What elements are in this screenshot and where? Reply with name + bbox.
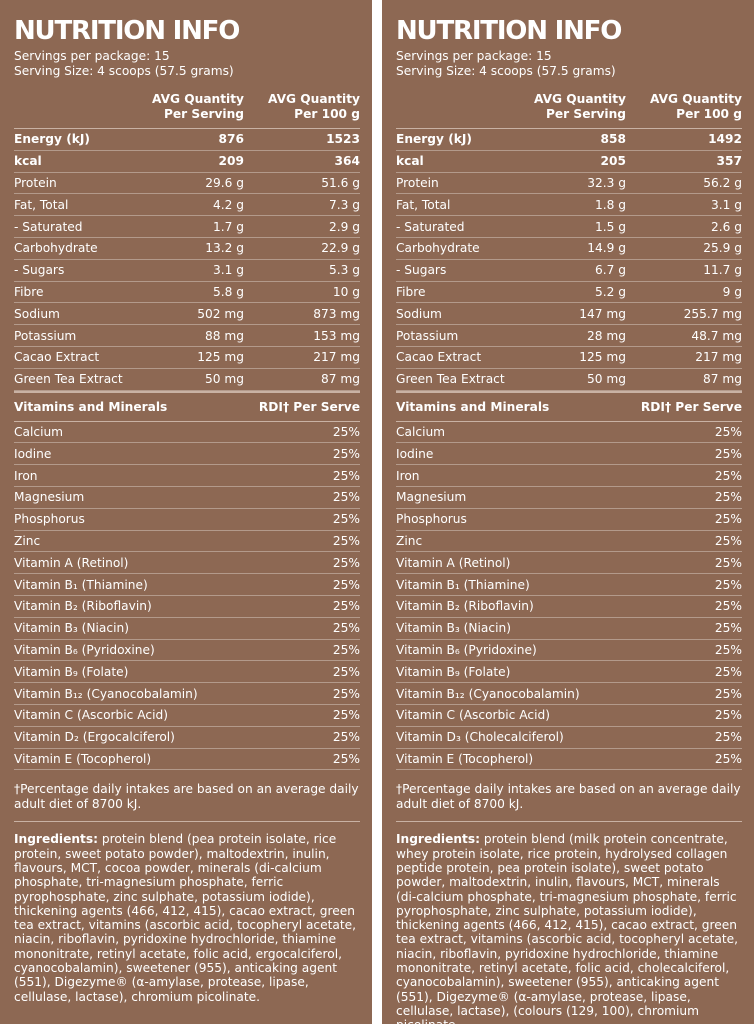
- vitamin-row: [396, 749, 742, 771]
- rdi-value: 25%: [332, 708, 360, 723]
- nutrient-name: - Sugars: [14, 263, 65, 278]
- vitamin-name: Vitamin E (Tocopherol): [396, 751, 534, 766]
- vitamin-row: [14, 531, 360, 553]
- rdi-value: 25%: [714, 424, 742, 439]
- panel-title: NUTRITION INFO: [396, 16, 622, 46]
- rdi-value: 25%: [714, 599, 742, 614]
- vitamin-name: Vitamin B₃ (Niacin): [396, 621, 511, 636]
- vitamin-name: Vitamin D₃ (Cholecalciferol): [396, 730, 564, 745]
- vitamin-name: Zinc: [396, 533, 423, 548]
- per-serving-value: 32.3 g: [587, 175, 626, 190]
- per-serving-value: 14.9 g: [587, 241, 626, 256]
- panel-title: NUTRITION INFO: [14, 16, 240, 46]
- ingredients: [396, 832, 742, 1032]
- per-100g-value: 2.6 g: [711, 219, 742, 234]
- nutrient-name: Energy (kJ): [396, 132, 472, 147]
- rdi-value: 25%: [332, 686, 360, 701]
- vitamins-header-label: Vitamins and Minerals: [14, 399, 168, 414]
- vitamin-name: Vitamin B₃ (Niacin): [14, 621, 129, 636]
- rdi-value: 25%: [714, 533, 742, 548]
- per-100g-value: 357: [716, 154, 742, 169]
- vitamin-row: [14, 465, 360, 487]
- nutrient-name: Green Tea Extract: [14, 372, 123, 387]
- nutrient-name: Carbohydrate: [14, 241, 98, 256]
- vitamin-name: Phosphorus: [396, 512, 467, 527]
- vitamin-row: [14, 661, 360, 683]
- nutrient-name: Cacao Extract: [396, 350, 482, 365]
- vitamin-name: Vitamin A (Retinol): [396, 555, 511, 570]
- ingredients-text: protein blend (pea protein isolate, rice protein, sweet potato powder), maltodextrin, inulin, flavours, MCT, cocoa powder, minerals (di-calcium phosphate, tri-magnesium phosphate, ferric pyrophosphate, zinc sulphate, potassium iodide), thickening agents (466, 412, 415), cacao extract, green tea extract, vitamins (ascorbic acid, tocopheryl acetate, niacin, riboflavin, pyridoxine hydrochloride, thiamine mononitrate, retinyl acetate, folic acid, ergocalciferol, cyanocobalamin), sweetener (955), anticaking agent (551), Digezyme® (α-amylase, protease, lipase, cellulase, lactase), chromium picolinate.: [14, 832, 357, 1004]
- per-100g-value: 217 mg: [695, 350, 742, 365]
- nutrient-row: [14, 369, 360, 391]
- nutrient-name: Protein: [396, 175, 439, 190]
- vitamin-name: Vitamin A (Retinol): [14, 555, 129, 570]
- per-serving-value: 50 mg: [587, 372, 626, 387]
- per-serving-value: 1.7 g: [213, 219, 244, 234]
- vitamins-header: [14, 391, 360, 422]
- vitamin-row: [14, 574, 360, 596]
- vitamin-row: [14, 596, 360, 618]
- nutrient-row: [14, 325, 360, 347]
- vitamin-name: Vitamin B₂ (Riboflavin): [14, 599, 152, 614]
- per-100g-value: 873 mg: [313, 306, 360, 321]
- per-100g-value: 217 mg: [313, 350, 360, 365]
- nutrient-row: [14, 151, 360, 173]
- per-100g-value: 10 g: [332, 284, 360, 299]
- per-serving-value: 6.7 g: [595, 263, 626, 278]
- vitamin-row: [396, 531, 742, 553]
- nutrient-rows: [396, 129, 742, 391]
- vitamins-header-label: Vitamins and Minerals: [396, 399, 550, 414]
- vitamin-row: [396, 487, 742, 509]
- vitamin-name: Phosphorus: [14, 512, 85, 527]
- vitamin-name: Vitamin C (Ascorbic Acid): [396, 708, 550, 723]
- vitamin-rows: [14, 422, 360, 771]
- rdi-value: 25%: [332, 424, 360, 439]
- nutrient-row: [396, 260, 742, 282]
- per-100g-header: AVG Quantity Per 100 g: [268, 92, 360, 121]
- ingredients-label: Ingredients:: [396, 832, 481, 847]
- ingredients-label: Ingredients:: [14, 832, 99, 847]
- vitamin-row: [14, 640, 360, 662]
- vitamin-row: [14, 422, 360, 444]
- vitamin-row: [14, 552, 360, 574]
- per-serving-value: 13.2 g: [205, 241, 244, 256]
- vitamin-row: [396, 705, 742, 727]
- per-100g-value: 25.9 g: [703, 241, 742, 256]
- vitamin-name: Vitamin B₁₂ (Cyanocobalamin): [396, 686, 580, 701]
- nutrient-name: kcal: [396, 154, 424, 169]
- vitamin-name: Vitamin B₁ (Thiamine): [14, 577, 148, 592]
- nutrient-row: [396, 216, 742, 238]
- per-serving-value: 5.8 g: [213, 284, 244, 299]
- vitamin-row: [396, 618, 742, 640]
- per-serving-value: 4.2 g: [213, 197, 244, 212]
- nutrient-name: Carbohydrate: [396, 241, 480, 256]
- vitamin-name: Vitamin B₆ (Pyridoxine): [396, 642, 537, 657]
- nutrient-row: [396, 194, 742, 216]
- nutrient-row: [396, 173, 742, 195]
- vitamin-row: [396, 661, 742, 683]
- ingredients: [14, 832, 360, 1004]
- nutrient-row: [14, 238, 360, 260]
- nutrient-name: - Saturated: [14, 219, 83, 234]
- nutrient-row: [396, 282, 742, 304]
- per-100g-value: 255.7 mg: [683, 306, 742, 321]
- nutrient-rows: [14, 129, 360, 391]
- table-header: [396, 92, 742, 129]
- rdi-value: 25%: [332, 577, 360, 592]
- per-serving-header: AVG Quantity Per Serving: [152, 92, 244, 121]
- vitamin-name: Calcium: [396, 424, 446, 439]
- vitamin-row: [396, 443, 742, 465]
- per-100g-value: 153 mg: [313, 328, 360, 343]
- vitamin-row: [396, 422, 742, 444]
- serving-size: Serving Size: 4 scoops (57.5 grams): [14, 64, 234, 78]
- rdi-value: 25%: [714, 555, 742, 570]
- serving-size: Serving Size: 4 scoops (57.5 grams): [396, 64, 616, 78]
- footnote: †Percentage daily intakes are based on an average daily adult diet of 8700 kJ.: [396, 782, 742, 822]
- vitamin-name: Zinc: [14, 533, 41, 548]
- per-serving-value: 858: [600, 132, 626, 147]
- vitamin-row: [396, 683, 742, 705]
- per-100g-value: 5.3 g: [329, 263, 360, 278]
- nutrient-row: [14, 129, 360, 151]
- vitamin-name: Vitamin C (Ascorbic Acid): [14, 708, 168, 723]
- vitamin-row: [396, 727, 742, 749]
- rdi-header-label: RDI† Per Serve: [258, 399, 360, 414]
- vitamin-row: [14, 749, 360, 771]
- vitamin-name: Vitamin B₂ (Riboflavin): [396, 599, 534, 614]
- per-100g-value: 11.7 g: [703, 263, 742, 278]
- rdi-value: 25%: [714, 664, 742, 679]
- vitamin-name: Magnesium: [14, 490, 85, 505]
- vitamin-row: [396, 465, 742, 487]
- rdi-value: 25%: [332, 664, 360, 679]
- per-serving-value: 50 mg: [205, 372, 244, 387]
- rdi-value: 25%: [332, 730, 360, 745]
- rdi-value: 25%: [714, 686, 742, 701]
- rdi-value: 25%: [332, 533, 360, 548]
- per-serving-value: 3.1 g: [213, 263, 244, 278]
- per-100g-value: 2.9 g: [329, 219, 360, 234]
- vitamin-name: Iodine: [14, 446, 52, 461]
- rdi-value: 25%: [714, 751, 742, 766]
- vitamin-rows: [396, 422, 742, 771]
- vitamin-name: Vitamin B₆ (Pyridoxine): [14, 642, 155, 657]
- ingredients-text: protein blend (milk protein concentrate, whey protein isolate, rice protein, hydrolysed collagen peptide protein, pea protein isolate), sweet potato powder, maltodextrin, inulin, flavours, MCT, minerals (di-calcium phosphate, tri-magnesium phosphate, ferric pyrophosphate, zinc sulphate, potassium iodide), thickening agents (466, 412, 415), cacao extract, green tea extract, vitamins (ascorbic acid, tocopheryl acetate, niacin, riboflavin, pyridoxine hydrochloride, thiamine mononitrate, retinyl acetate, folic acid, cholecalciferol, cyanocobalamin), sweetener (955), anticaking agent (551), Digezyme® (α-amylase, protease, lipase, cellulase, lactase), (colours (129, 100), chromium picolinate.: [396, 832, 739, 1032]
- nutrient-row: [14, 194, 360, 216]
- per-100g-value: 1523: [326, 132, 360, 147]
- rdi-value: 25%: [714, 708, 742, 723]
- nutrient-name: Cacao Extract: [14, 350, 100, 365]
- rdi-value: 25%: [714, 577, 742, 592]
- rdi-value: 25%: [714, 490, 742, 505]
- nutrient-row: [396, 129, 742, 151]
- nutrient-name: Sodium: [14, 306, 60, 321]
- per-serving-value: 1.5 g: [595, 219, 626, 234]
- vitamin-name: Vitamin B₁ (Thiamine): [396, 577, 530, 592]
- rdi-value: 25%: [332, 555, 360, 570]
- rdi-value: 25%: [714, 446, 742, 461]
- vitamin-row: [396, 574, 742, 596]
- servings-per-package: Servings per package: 15: [396, 49, 552, 63]
- rdi-value: 25%: [332, 599, 360, 614]
- vitamins-header: [396, 391, 742, 422]
- per-serving-value: 502 mg: [197, 306, 244, 321]
- nutrient-row: [396, 238, 742, 260]
- rdi-value: 25%: [332, 468, 360, 483]
- nutrient-row: [14, 216, 360, 238]
- rdi-value: 25%: [332, 446, 360, 461]
- per-100g-value: 364: [334, 154, 360, 169]
- vitamin-row: [14, 443, 360, 465]
- per-serving-value: 147 mg: [579, 306, 626, 321]
- per-100g-value: 51.6 g: [321, 175, 360, 190]
- nutrient-name: Protein: [14, 175, 57, 190]
- nutrient-name: Fibre: [14, 284, 44, 299]
- per-serving-value: 125 mg: [197, 350, 244, 365]
- vitamin-name: Vitamin B₉ (Folate): [396, 664, 511, 679]
- rdi-value: 25%: [332, 490, 360, 505]
- nutrient-name: Green Tea Extract: [396, 372, 505, 387]
- rdi-value: 25%: [714, 730, 742, 745]
- vitamin-name: Vitamin B₁₂ (Cyanocobalamin): [14, 686, 198, 701]
- nutrient-name: - Sugars: [396, 263, 447, 278]
- vitamin-row: [396, 640, 742, 662]
- rdi-header-label: RDI† Per Serve: [640, 399, 742, 414]
- nutrient-name: Sodium: [396, 306, 442, 321]
- vitamin-row: [396, 509, 742, 531]
- per-100g-value: 87 mg: [321, 372, 360, 387]
- vitamin-row: [396, 596, 742, 618]
- table-header: [14, 92, 360, 129]
- nutrient-name: Fat, Total: [396, 197, 451, 212]
- vitamin-row: [14, 487, 360, 509]
- vitamin-name: Iodine: [396, 446, 434, 461]
- per-100g-value: 48.7 mg: [691, 328, 742, 343]
- per-serving-value: 5.2 g: [595, 284, 626, 299]
- vitamin-name: Vitamin B₉ (Folate): [14, 664, 129, 679]
- right-nutrition-panel: [382, 0, 754, 1032]
- nutrient-name: - Saturated: [396, 219, 465, 234]
- rdi-value: 25%: [332, 621, 360, 636]
- per-serving-value: 125 mg: [579, 350, 626, 365]
- nutrient-row: [14, 303, 360, 325]
- per-100g-value: 3.1 g: [711, 197, 742, 212]
- vitamin-name: Vitamin D₂ (Ergocalciferol): [14, 730, 175, 745]
- nutrient-row: [396, 369, 742, 391]
- vitamin-row: [14, 683, 360, 705]
- vitamin-row: [14, 509, 360, 531]
- rdi-value: 25%: [332, 751, 360, 766]
- vitamin-name: Vitamin E (Tocopherol): [14, 751, 152, 766]
- nutrient-row: [396, 347, 742, 369]
- nutrient-name: Potassium: [396, 328, 459, 343]
- nutrient-name: Energy (kJ): [14, 132, 90, 147]
- vitamin-row: [14, 705, 360, 727]
- per-serving-value: 88 mg: [205, 328, 244, 343]
- nutrient-name: Potassium: [14, 328, 77, 343]
- rdi-value: 25%: [714, 621, 742, 636]
- per-serving-value: 205: [600, 154, 626, 169]
- vitamin-name: Iron: [14, 468, 38, 483]
- rdi-value: 25%: [332, 642, 360, 657]
- rdi-value: 25%: [714, 512, 742, 527]
- per-100g-value: 9 g: [722, 284, 742, 299]
- rdi-value: 25%: [714, 468, 742, 483]
- nutrient-row: [14, 260, 360, 282]
- per-100g-value: 22.9 g: [321, 241, 360, 256]
- footnote: †Percentage daily intakes are based on an average daily adult diet of 8700 kJ.: [14, 782, 360, 822]
- per-serving-value: 28 mg: [587, 328, 626, 343]
- nutrient-row: [14, 173, 360, 195]
- nutrient-name: Fat, Total: [14, 197, 69, 212]
- per-100g-header: AVG Quantity Per 100 g: [650, 92, 742, 121]
- nutrient-row: [396, 325, 742, 347]
- per-100g-value: 7.3 g: [329, 197, 360, 212]
- left-nutrition-panel: [0, 0, 372, 1024]
- per-100g-value: 56.2 g: [703, 175, 742, 190]
- rdi-value: 25%: [714, 642, 742, 657]
- vitamin-row: [14, 618, 360, 640]
- per-100g-value: 87 mg: [703, 372, 742, 387]
- per-100g-value: 1492: [708, 132, 742, 147]
- per-serving-value: 29.6 g: [205, 175, 244, 190]
- vitamin-name: Calcium: [14, 424, 64, 439]
- vitamin-name: Iron: [396, 468, 420, 483]
- nutrient-row: [396, 151, 742, 173]
- nutrient-name: Fibre: [396, 284, 426, 299]
- per-serving-value: 209: [218, 154, 244, 169]
- vitamin-name: Magnesium: [396, 490, 467, 505]
- vitamin-row: [14, 727, 360, 749]
- nutrient-row: [14, 347, 360, 369]
- servings-per-package: Servings per package: 15: [14, 49, 170, 63]
- nutrient-name: kcal: [14, 154, 42, 169]
- rdi-value: 25%: [332, 512, 360, 527]
- per-serving-value: 1.8 g: [595, 197, 626, 212]
- nutrient-row: [396, 303, 742, 325]
- vitamin-row: [396, 552, 742, 574]
- per-serving-header: AVG Quantity Per Serving: [534, 92, 626, 121]
- nutrient-row: [14, 282, 360, 304]
- per-serving-value: 876: [218, 132, 244, 147]
